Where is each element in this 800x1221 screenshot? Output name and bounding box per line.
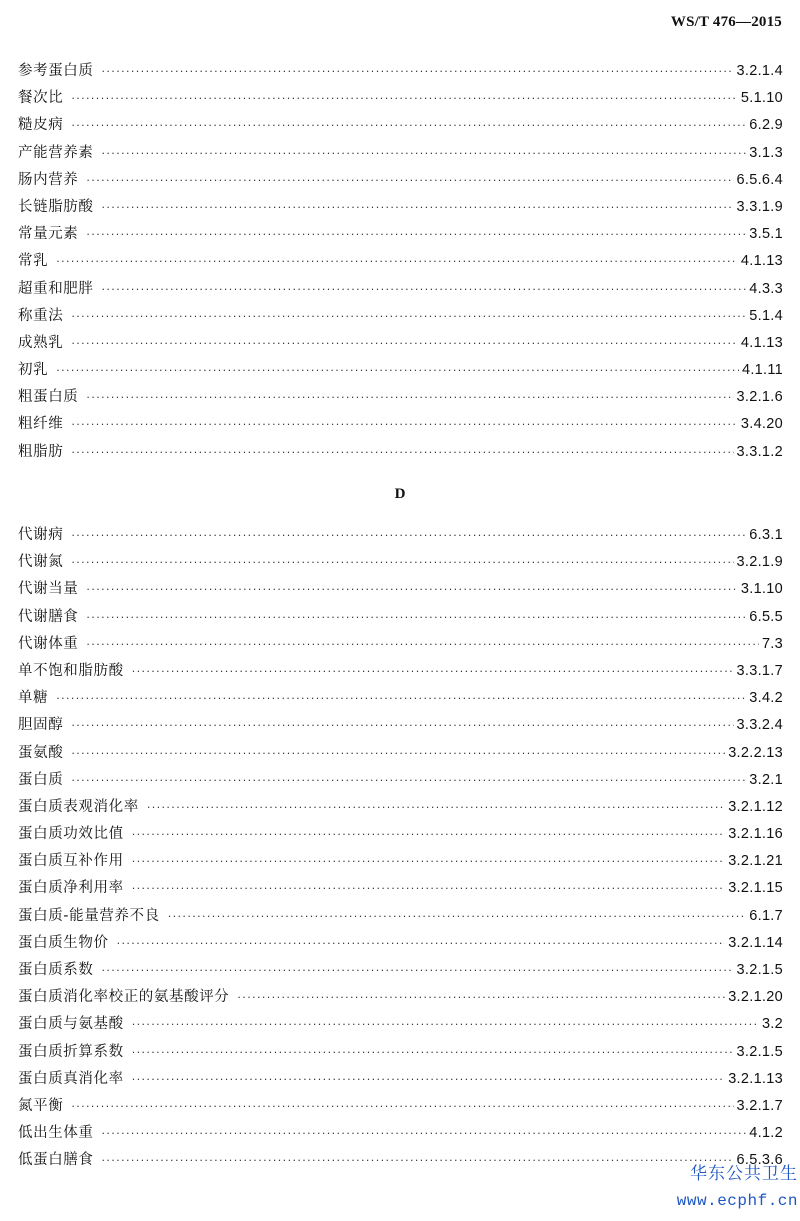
- dot-leader: [71, 112, 746, 139]
- dot-leader: [71, 411, 738, 438]
- dot-leader: [132, 1039, 734, 1066]
- watermark-url: www.ecphf.cn: [676, 1192, 798, 1210]
- index-entry: [18, 384, 783, 411]
- index-clause-ref: 3.2.1.15: [728, 880, 783, 897]
- index-clause-ref: 4.1.13: [740, 253, 783, 270]
- index-clause-ref: 3.4.20: [740, 416, 783, 433]
- index-entry: [18, 1147, 783, 1174]
- index-entry: [18, 194, 783, 221]
- index-entry: [18, 1093, 783, 1120]
- dot-leader: [71, 439, 733, 466]
- dot-leader: [102, 276, 747, 303]
- index-term: 餐次比: [18, 90, 64, 107]
- index-clause-ref: 3.2.1.7: [736, 1097, 783, 1114]
- index-clause-ref: 3.2.1.5: [736, 962, 783, 978]
- index-entry: [18, 658, 783, 685]
- index-entry: [18, 875, 783, 902]
- index-entry: [18, 903, 783, 930]
- index-term: 常量元素: [18, 226, 79, 243]
- index-entry: [18, 794, 783, 821]
- index-term: 常乳: [18, 253, 49, 270]
- index-term: 参考蛋白质: [18, 63, 94, 79]
- index-entry: [18, 740, 783, 767]
- index-clause-ref: 4.1.13: [740, 334, 783, 351]
- index-entry: [18, 357, 783, 384]
- index-clause-ref: 3.4.2: [749, 690, 783, 707]
- index-term: 蛋白质生物价: [18, 934, 109, 951]
- dot-leader: [237, 984, 725, 1011]
- dot-leader: [102, 957, 734, 984]
- index-entry: [18, 848, 783, 875]
- index-clause-ref: 3.2.1.13: [728, 1070, 783, 1087]
- dot-leader: [71, 85, 738, 112]
- index-term: 代谢当量: [18, 581, 79, 598]
- index-clause-ref: 5.1.4: [749, 307, 783, 324]
- dot-leader: [71, 522, 746, 549]
- dot-leader: [71, 740, 725, 767]
- index-term: 蛋白质互补作用: [18, 853, 124, 870]
- dot-leader: [71, 1093, 733, 1120]
- index-clause-ref: 3.2.1.21: [728, 853, 783, 870]
- index-entry: [18, 439, 783, 466]
- dot-leader: [86, 631, 759, 658]
- index-term: 氮平衡: [18, 1097, 64, 1114]
- dot-leader: [102, 194, 734, 221]
- dot-leader: [117, 930, 726, 957]
- standard-code: WS/T 476—2015: [670, 14, 782, 30]
- index-entry: [18, 957, 783, 984]
- index-clause-ref: 3.2: [761, 1016, 783, 1033]
- index-entry: [18, 712, 783, 739]
- index-entry: [18, 930, 783, 957]
- index-term: 代谢氮: [18, 554, 64, 571]
- index-clause-ref: 4.1.2: [749, 1125, 783, 1142]
- index-entry: [18, 140, 783, 167]
- index-term: 蛋白质: [18, 771, 64, 788]
- dot-leader: [86, 384, 733, 411]
- index-clause-ref: 3.2.1.14: [728, 934, 783, 951]
- index-clause-ref: 3.2.1.9: [736, 554, 783, 571]
- index-entry: [18, 576, 783, 603]
- index-clause-ref: 6.5.6.4: [736, 171, 783, 188]
- dot-leader: [56, 248, 738, 275]
- dot-leader: [86, 167, 733, 194]
- index-term: 粗纤维: [18, 416, 64, 433]
- watermark-name: 华东公共卫生: [690, 1164, 798, 1184]
- index-clause-ref: 7.3: [761, 635, 783, 652]
- index-term: 单不饱和脂肪酸: [18, 662, 124, 679]
- index-clause-ref: 3.5.1: [749, 226, 783, 243]
- index-term: 代谢体重: [18, 635, 79, 652]
- index-term: 蛋白质-能量营养不良: [18, 907, 160, 924]
- index-clause-ref: 3.2.1.6: [736, 389, 783, 406]
- index-entry: [18, 85, 783, 112]
- index-term: 蛋白质系数: [18, 962, 94, 978]
- index-clause-ref: 3.2.2.13: [728, 744, 783, 761]
- index-term: 粗蛋白质: [18, 389, 79, 406]
- dot-leader: [132, 848, 725, 875]
- index-term: 代谢病: [18, 527, 64, 543]
- dot-leader: [56, 357, 739, 384]
- dot-leader: [56, 685, 746, 712]
- index-entry: [18, 549, 783, 576]
- dot-leader: [71, 712, 733, 739]
- index-entry: [18, 767, 783, 794]
- dot-leader: [132, 1011, 759, 1038]
- index-clause-ref: 3.3.1.7: [736, 662, 783, 679]
- index-term: 蛋白质表观消化率: [18, 798, 139, 815]
- index-entry: [18, 522, 783, 549]
- index-clause-ref: 5.1.10: [740, 90, 783, 107]
- dot-leader: [168, 903, 747, 930]
- dot-leader: [86, 604, 746, 631]
- dot-leader: [71, 549, 733, 576]
- index-entry: [18, 1011, 783, 1038]
- index-term: 蛋白质功效比值: [18, 826, 124, 843]
- index-entry: [18, 303, 783, 330]
- dot-leader: [132, 658, 734, 685]
- index-clause-ref: 3.3.1.9: [736, 198, 783, 215]
- index-term: 肠内营养: [18, 171, 79, 188]
- index-term: 蛋白质净利用率: [18, 880, 124, 897]
- dot-leader: [102, 1120, 747, 1147]
- dot-leader: [147, 794, 725, 821]
- index-clause-ref: 3.1.10: [740, 581, 783, 598]
- index-term: 蛋白质消化率校正的氨基酸评分: [18, 989, 230, 1006]
- index-term: 糙皮病: [18, 117, 64, 134]
- index-entry: [18, 248, 783, 275]
- index-list-section-d: [18, 522, 783, 1175]
- index-clause-ref: 4.3.3: [749, 280, 783, 297]
- index-entry: [18, 631, 783, 658]
- index-term: 产能营养素: [18, 144, 94, 161]
- index-term: 低出生体重: [18, 1125, 94, 1142]
- dot-leader: [86, 221, 746, 248]
- index-clause-ref: 3.2.1.12: [728, 798, 783, 815]
- index-term: 超重和肥胖: [18, 280, 94, 297]
- index-term: 蛋白质与氨基酸: [18, 1016, 124, 1033]
- index-entry: [18, 276, 783, 303]
- index-entry: [18, 221, 783, 248]
- index-clause-ref: 3.3.1.2: [736, 443, 783, 460]
- index-clause-ref: 6.3.1: [749, 527, 783, 543]
- index-clause-ref: 4.1.11: [741, 362, 783, 379]
- dot-leader: [71, 303, 746, 330]
- index-clause-ref: 3.2.1.5: [736, 1043, 783, 1060]
- index-entry: [18, 821, 783, 848]
- index-clause-ref: 3.3.2.4: [736, 717, 783, 734]
- index-clause-ref: 6.2.9: [749, 117, 783, 134]
- index-entry: [18, 685, 783, 712]
- index-clause-ref: 6.5.3.6: [736, 1152, 783, 1169]
- dot-leader: [86, 576, 737, 603]
- dot-leader: [71, 767, 746, 794]
- index-entry: [18, 984, 783, 1011]
- index-entry: [18, 1039, 783, 1066]
- index-clause-ref: 3.2.1.4: [736, 63, 783, 79]
- index-clause-ref: 3.2.1.16: [728, 826, 783, 843]
- index-clause-ref: 6.5.5: [749, 608, 783, 625]
- index-term: 代谢膳食: [18, 608, 79, 625]
- index-clause-ref: 6.1.7: [749, 907, 783, 924]
- index-term: 蛋氨酸: [18, 744, 64, 761]
- index-entry: [18, 58, 783, 85]
- dot-leader: [102, 140, 747, 167]
- index-entry: [18, 112, 783, 139]
- index-entry: [18, 1066, 783, 1093]
- section-letter-d: D: [394, 486, 406, 502]
- dot-leader: [132, 1066, 725, 1093]
- dot-leader: [102, 58, 734, 85]
- index-term: 成熟乳: [18, 334, 64, 351]
- index-term: 称重法: [18, 307, 64, 324]
- dot-leader: [102, 1147, 734, 1174]
- index-entry: [18, 604, 783, 631]
- index-entry: [18, 167, 783, 194]
- index-clause-ref: 3.2.1.20: [728, 989, 783, 1006]
- index-list-section-c: [18, 58, 783, 466]
- index-entry: [18, 330, 783, 357]
- watermark: [677, 1161, 798, 1215]
- dot-leader: [132, 821, 725, 848]
- index-term: 蛋白质真消化率: [18, 1070, 124, 1087]
- dot-leader: [71, 330, 738, 357]
- index-term: 蛋白质折算系数: [18, 1043, 124, 1060]
- index-entry: [18, 1120, 783, 1147]
- index-entry: [18, 411, 783, 438]
- index-term: 低蛋白膳食: [18, 1152, 94, 1169]
- index-term: 初乳: [18, 362, 49, 379]
- index-clause-ref: 3.1.3: [749, 144, 783, 161]
- index-clause-ref: 3.2.1: [749, 771, 783, 788]
- index-term: 胆固醇: [18, 717, 64, 734]
- index-term: 长链脂肪酸: [18, 198, 94, 215]
- index-term: 单糖: [18, 690, 49, 707]
- index-term: 粗脂肪: [18, 443, 64, 460]
- dot-leader: [132, 875, 725, 902]
